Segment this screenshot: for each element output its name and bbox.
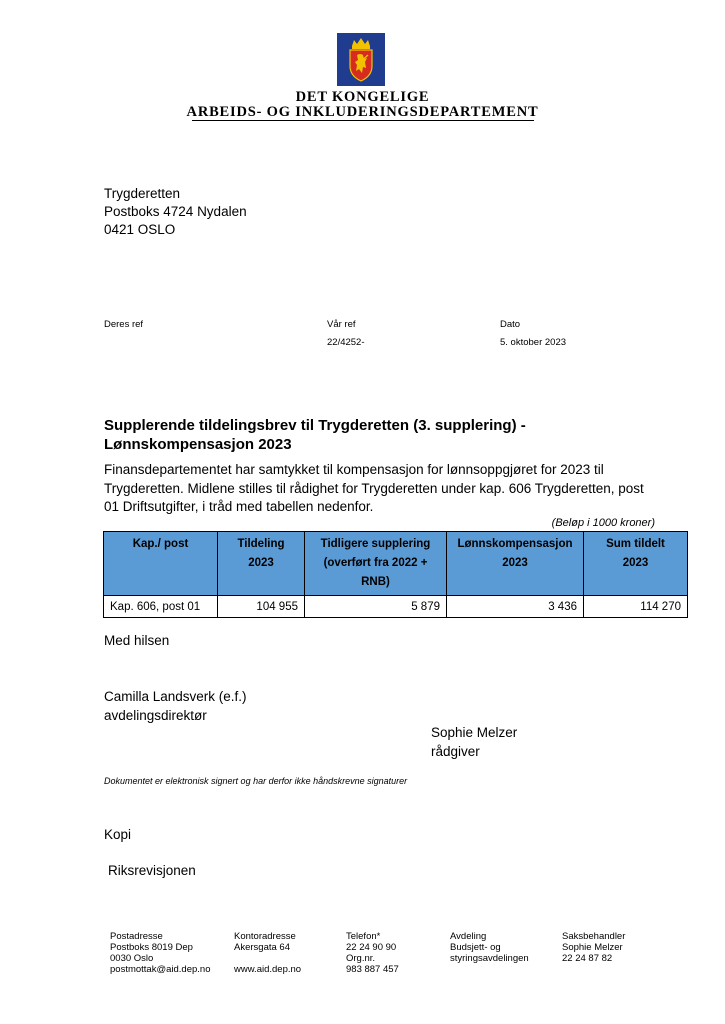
recipient-name: Trygderetten — [104, 186, 181, 201]
table-row — [104, 596, 688, 618]
footer-telefon: Telefon* 22 24 90 90 Org.nr. 983 887 457 — [346, 931, 399, 975]
letterhead-line-1: DET KONGELIGE — [295, 89, 430, 105]
letter-body — [104, 461, 664, 517]
body-line-3: 01 Driftsutgifter, i tråd med tabellen nedenfor. — [104, 499, 374, 514]
date-label: Dato — [500, 319, 521, 330]
header-kap-post: Kap./ post — [104, 532, 218, 596]
subject-line-1: Supplerende tildelingsbrev til Trygderetten (3. supplering) - — [104, 417, 526, 434]
var-ref-label: Vår ref — [327, 319, 356, 330]
footer-website[interactable]: www.aid.dep.no — [234, 964, 302, 975]
footer-postadresse: Postadresse Postboks 8019 Dep 0030 Oslo postmottak@aid.dep.no — [110, 931, 211, 975]
letterhead-line-2: ARBEIDS- OG INKLUDERINGSDEPARTEMENT — [186, 104, 539, 120]
footer-saksbehandler: Saksbehandler Sophie Melzer 22 24 87 82 — [562, 931, 626, 964]
signer-2-name: Sophie Melzer — [431, 725, 518, 740]
signer-2 — [431, 724, 517, 761]
cell-sum: 114 270 — [584, 596, 688, 618]
deres-ref-label: Deres ref — [104, 319, 144, 330]
footer-avdeling: Avdeling Budsjett- og styringsavdelingen — [450, 931, 529, 964]
header-lonnskompensasjon: Lønnskompensasjon 2023 — [447, 532, 584, 596]
header-tildeling: Tildeling 2023 — [218, 532, 305, 596]
copy-label: Kopi — [104, 827, 132, 842]
signer-1 — [104, 688, 247, 725]
cell-tidligere: 5 879 — [305, 596, 447, 618]
footer-kontoradresse: Kontoradresse Akersgata 64 www.aid.dep.no — [234, 931, 302, 975]
footer-email[interactable]: postmottak@aid.dep.no — [110, 964, 211, 975]
signer-1-title: avdelingsdirektør — [104, 707, 207, 723]
body-line-1: Finansdepartementet har samtykket til kompensasjon for lønnsoppgjøret for 2023 til — [104, 462, 604, 477]
subject-line-2: Lønnskompensasjon 2023 — [104, 436, 292, 453]
amount-unit-note: (Beløp i 1000 kroner) — [551, 517, 655, 529]
header-tidligere-supplering: Tidligere supplering (overført fra 2022 + RNB) — [305, 532, 447, 596]
recipient-postal: 0421 OSLO — [104, 222, 176, 237]
cell-tildeling: 104 955 — [218, 596, 305, 618]
var-ref-value: 22/4252- — [327, 337, 365, 348]
signer-1-name: Camilla Landsverk (e.f.) — [104, 689, 247, 704]
copy-recipient: Riksrevisjonen — [108, 863, 196, 878]
letterhead-rule — [192, 120, 534, 121]
letter-subject — [104, 416, 664, 454]
recipient-street: Postboks 4724 Nydalen — [104, 204, 247, 219]
cell-kap-post: Kap. 606, post 01 — [104, 596, 218, 618]
body-line-2: Trygderetten. Midlene stilles til rådighet for Trygderetten under kap. 606 Trygderetten, post — [104, 480, 644, 496]
date-value: 5. oktober 2023 — [500, 337, 567, 348]
signer-2-title: rådgiver — [431, 743, 480, 759]
table-header-row — [104, 532, 688, 596]
coat-of-arms-emblem — [337, 33, 385, 86]
recipient-address — [104, 185, 247, 239]
allocation-table — [103, 531, 688, 618]
header-sum-tildelt: Sum tildelt 2023 — [584, 532, 688, 596]
signature-note: Dokumentet er elektronisk signert og har derfor ikke håndskrevne signaturer — [104, 776, 408, 786]
closing-greeting: Med hilsen — [104, 633, 170, 648]
cell-lonnskomp: 3 436 — [447, 596, 584, 618]
